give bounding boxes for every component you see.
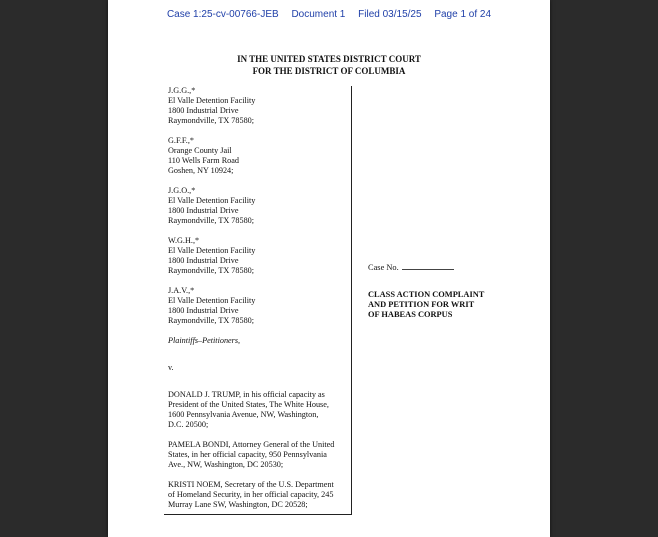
- plaintiff-block: [168, 286, 348, 326]
- plaintiff-name: W.G.H.,*: [168, 236, 200, 245]
- plaintiff-name: G.F.F.,*: [168, 136, 194, 145]
- defendant-line: 1600 Pennsylvania Avenue, NW, Washington,: [168, 410, 319, 419]
- defendant-block: [168, 390, 348, 430]
- plaintiff-street: 1800 Industrial Drive: [168, 106, 239, 115]
- case-number: Case 1:25-cv-00766-JEB: [166, 9, 279, 20]
- complaint-title-line-2: AND PETITION FOR WRIT: [368, 300, 475, 309]
- plaintiff-name: J.G.G.,*: [168, 86, 196, 95]
- plaintiff-facility: Orange County Jail: [168, 146, 232, 155]
- plaintiff-street: 1800 Industrial Drive: [168, 256, 239, 265]
- court-line-1: IN THE UNITED STATES DISTRICT COURT: [237, 54, 421, 64]
- caption-divider-horizontal: [164, 514, 352, 515]
- defendant-line: KRISTI NOEM, Secretary of the U.S. Department: [168, 480, 334, 489]
- case-number-field: [368, 262, 543, 272]
- document-page: [108, 0, 550, 537]
- complaint-title-line-1: CLASS ACTION COMPLAINT: [368, 290, 485, 299]
- filed-date: Filed 03/15/25: [358, 9, 422, 20]
- court-line-2: FOR THE DISTRICT OF COLUMBIA: [252, 66, 406, 76]
- defendant-line: of Homeland Security, in her official capacity, 245: [168, 490, 334, 499]
- plaintiff-facility: El Valle Detention Facility: [168, 296, 256, 305]
- versus-label: v.: [168, 363, 174, 372]
- plaintiff-street: 110 Wells Farm Road: [168, 156, 239, 165]
- case-number-label: Case No.: [368, 263, 399, 272]
- document-number: Document 1: [291, 9, 346, 20]
- plaintiff-block: [168, 136, 348, 176]
- plaintiff-facility: El Valle Detention Facility: [168, 96, 256, 105]
- plaintiffs-label: Plaintiffs–Petitioners,: [168, 336, 241, 345]
- case-info: [368, 262, 543, 320]
- plaintiff-facility: El Valle Detention Facility: [168, 196, 256, 205]
- defendant-block: [168, 480, 348, 510]
- plaintiff-city: Goshen, NY 10924;: [168, 166, 234, 175]
- defendant-line: DONALD J. TRUMP, in his official capacity as: [168, 390, 325, 399]
- plaintiff-street: 1800 Industrial Drive: [168, 206, 239, 215]
- defendant-line: States, in her official capacity, 950 Pennsylvania: [168, 450, 327, 459]
- defendant-block: [168, 440, 348, 470]
- plaintiff-street: 1800 Industrial Drive: [168, 306, 239, 315]
- complaint-title-line-3: OF HABEAS CORPUS: [368, 310, 453, 319]
- defendant-line: Murray Lane SW, Washington, DC 20528;: [168, 500, 308, 509]
- plaintiff-city: Raymondville, TX 78580;: [168, 316, 255, 325]
- plaintiff-block: [168, 236, 348, 276]
- defendant-line: PAMELA BONDI, Attorney General of the United: [168, 440, 335, 449]
- defendant-line: Ave., NW, Washington, DC 20530;: [168, 460, 284, 469]
- case-number-blank: [402, 262, 454, 270]
- ecf-header: [108, 9, 550, 20]
- plaintiff-facility: El Valle Detention Facility: [168, 246, 256, 255]
- plaintiff-city: Raymondville, TX 78580;: [168, 266, 255, 275]
- plaintiff-name: J.G.O.,*: [168, 186, 196, 195]
- complaint-title: [368, 290, 543, 320]
- defendant-line: President of the United States, The White House,: [168, 400, 329, 409]
- court-caption: [108, 53, 550, 77]
- page-indicator: Page 1 of 24: [434, 9, 492, 20]
- plaintiff-city: Raymondville, TX 78580;: [168, 116, 255, 125]
- caption-divider-vertical: [351, 86, 352, 515]
- plaintiff-city: Raymondville, TX 78580;: [168, 216, 255, 225]
- plaintiff-block: [168, 186, 348, 226]
- party-caption: [168, 86, 348, 520]
- defendant-line: D.C. 20500;: [168, 420, 209, 429]
- plaintiff-name: J.A.V.,*: [168, 286, 195, 295]
- plaintiff-block: [168, 86, 348, 126]
